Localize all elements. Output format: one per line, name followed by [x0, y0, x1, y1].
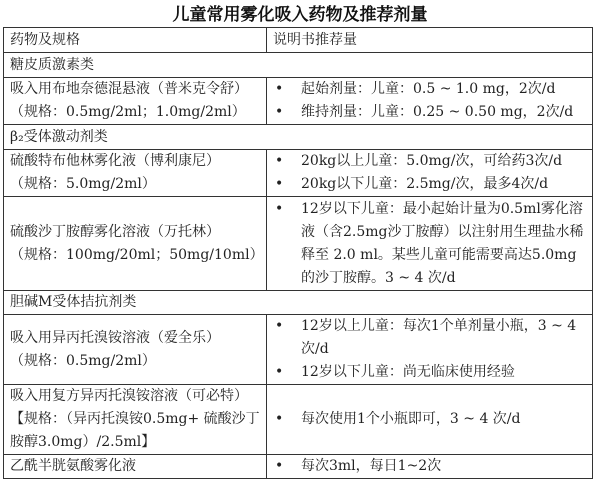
- group-heading: β₂受体激动剂类: [4, 125, 593, 150]
- drug-name: 吸入用异丙托溴铵溶液（爱全乐）: [10, 329, 220, 346]
- drug-name: 硫酸沙丁胺醇雾化溶液（万托林）: [10, 223, 220, 240]
- header-dose: 说明书推荐量: [267, 28, 593, 53]
- drug-spec: （规格：0.5mg/2ml）: [10, 352, 156, 369]
- group-heading: 胆碱M受体拮抗剂类: [4, 291, 593, 315]
- table-row: [4, 315, 593, 385]
- drug-name: 吸入用布地奈德混悬液（普米克令舒）: [10, 81, 248, 97]
- dose-item: • 12岁以下儿童：尚无临床使用经验: [273, 361, 586, 384]
- dose-item: • 起始剂量：儿童：0.5 ~ 1.0 mg，2次/d: [273, 78, 586, 101]
- table-row: [4, 197, 593, 291]
- drug-name: 硫酸特布他林雾化液（博利康尼）: [10, 153, 220, 169]
- dose-item: • 12岁以下儿童：最小起始计量为0.5ml雾化溶液（含2.5mg沙丁胺醇）以注射用生理盐水稀释至 2.0 ml。某些儿童可能需要高达5.0mg的沙丁胺醇。3 ~ 4 次/d: [273, 198, 586, 290]
- dose-item: • 每次使用1个小瓶即可，3 ~ 4 次/d: [273, 408, 586, 431]
- dose-item: • 12岁以上儿童：每次1个单剂量小瓶，3 ~ 4次/d: [273, 315, 586, 361]
- drug-name: 乙酰半胱氨酸雾化液: [10, 458, 136, 474]
- group-heading: 糖皮质激素类: [4, 53, 593, 78]
- dose-item: • 20kg以下儿童：2.5mg/次，最多4次/d: [273, 173, 586, 196]
- table-row: [4, 385, 593, 455]
- drug-name: 吸入用复方异丙托溴铵溶液（可必特）【规格：（异丙托溴铵0.5mg+ 硫酸沙丁胺醇3.0mg）/2.5ml】: [10, 388, 260, 450]
- drug-spec: （规格：100mg/20ml；50mg/10ml）: [10, 246, 264, 263]
- drug-spec: （规格：5.0mg/2ml）: [10, 176, 156, 192]
- dose-item: • 每次3ml，每日1~2次: [273, 455, 586, 478]
- dose-item: • 维持剂量：儿童：0.25 ~ 0.50 mg，2次/d: [273, 101, 586, 124]
- table-row: [4, 78, 593, 125]
- dosage-table: [3, 27, 593, 479]
- header-drug: 药物及规格: [4, 28, 267, 53]
- table-row: [4, 455, 593, 479]
- page-title: 儿童常用雾化吸入药物及推荐剂量: [172, 5, 428, 25]
- dose-item: • 20kg以上儿童：5.0mg/次，可给药3次/d: [273, 150, 586, 173]
- table-row: [4, 150, 593, 197]
- drug-spec: （规格：0.5mg/2ml；1.0mg/2ml）: [10, 104, 246, 120]
- table-header-row: [4, 28, 593, 53]
